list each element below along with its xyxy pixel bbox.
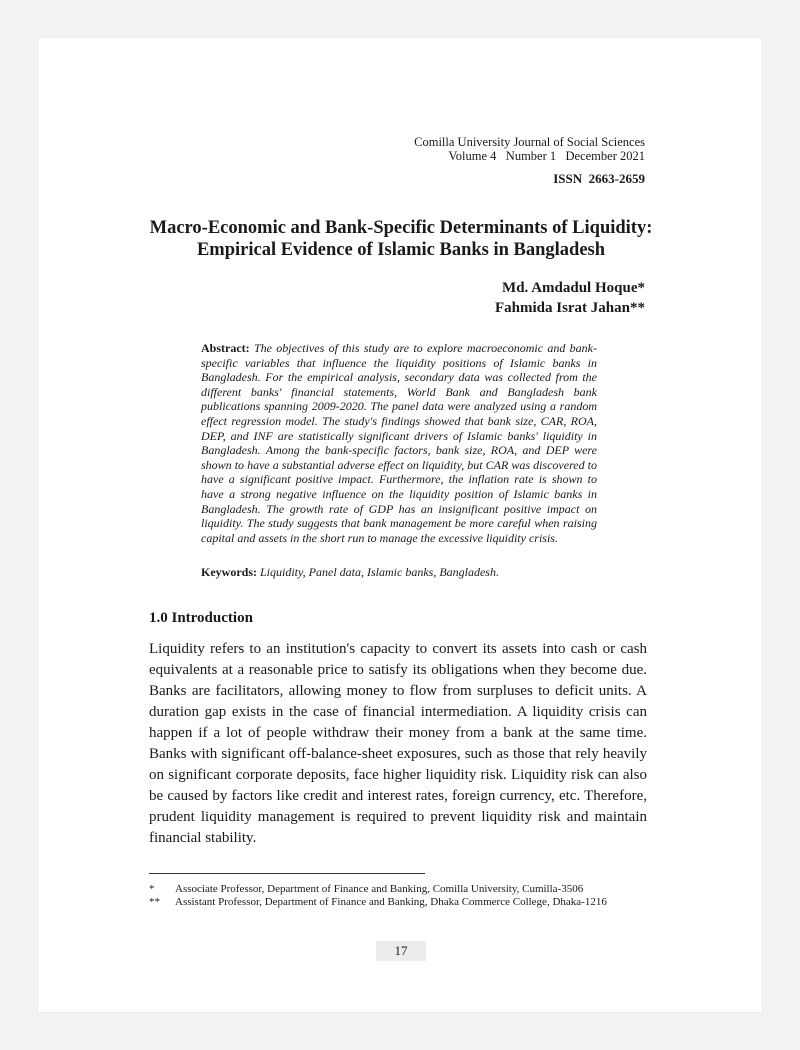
abstract-label: Abstract:: [201, 341, 250, 355]
paper-title: [38, 217, 764, 261]
abstract: [201, 341, 597, 545]
volume-line: Volume 4 Number 1 December 2021: [448, 149, 645, 163]
keywords-text: Liquidity, Panel data, Islamic banks, Bangladesh.: [260, 565, 499, 579]
footnote-text: Associate Professor, Department of Finance and Banking, Comilla University, Cumilla-3506: [175, 883, 584, 895]
journal-name: Comilla University Journal of Social Sciences: [414, 135, 645, 149]
paper-page: [37, 37, 763, 1013]
title-line-1: Macro-Economic and Bank-Specific Determinants of Liquidity:: [149, 218, 653, 238]
author-1: Md. Amdadul Hoque*: [502, 280, 645, 296]
footnotes: [149, 883, 647, 909]
author-2: Fahmida Israt Jahan**: [494, 300, 645, 316]
footnote-mark: *: [149, 883, 155, 895]
footnote-1: [149, 883, 647, 896]
issn: ISSN 2663-2659: [553, 171, 645, 186]
title-line-2: Empirical Evidence of Islamic Banks in Bangladesh: [196, 240, 606, 260]
footnote-2: [149, 896, 647, 909]
introduction-body: Liquidity refers to an institution's capacity to convert its assets into cash or cash equivalents at a reasonable price to satisfy its obligations when they become due. Banks are facilitators, allowing money to flow from surpluses to deficit units. A duration gap exists in the case of financial intermediation. A liquidity crisis can happen if a lot of people withdraw their money from a bank at the same time. Banks with significant off-balance-sheet exposures, such as those that rely heavily on significant corporate deposits, face higher liquidity risk. Liquidity risk can also be caused by factors like credit and interest rates, foreign currency, etc. Therefore, prudent liquidity management is required to prevent liquidity risk and maintain financial stability.: [149, 641, 647, 846]
footnote-mark: **: [149, 896, 160, 908]
abstract-text: The objectives of this study are to explore macroeconomic and bank-specific variables that influence the liquidity positions of Islamic banks in Bangladesh. For the empirical analysis, secondary data was collected from the different banks' financial statements, World Bank and Bangladesh bank publications spanning 2009-2020. The panel data were analyzed using a random effect regression model. The study's findings showed that bank size, CAR, ROA, DEP, and INF are statistically significant drivers of Islamic banks' liquidity in Bangladesh. Among the bank-specific factors, bank size, ROA, and DEP were shown to have a substantial adverse effect on liquidity, but CAR was discovered to have a significant positive impact. Furthermore, the inflation rate is shown to have a strong negative influence on the liquidity position of Islamic banks in Bangladesh. The growth rate of GDP has an insignificant positive impact on liquidity. The study suggests that bank management be more careful when raising capital and assets in the short run to manage the excessive liquidity crisis.: [201, 341, 597, 545]
keywords-label: Keywords:: [201, 565, 257, 579]
page-number: 17: [376, 941, 426, 961]
journal-header: [414, 135, 645, 163]
footnote-text: Assistant Professor, Department of Finance and Banking, Dhaka Commerce College, Dhaka-1216: [175, 896, 607, 908]
keywords: [201, 565, 621, 579]
author-list: [495, 278, 645, 318]
footnote-divider: [149, 873, 425, 874]
section-heading: 1.0 Introduction: [149, 610, 253, 626]
